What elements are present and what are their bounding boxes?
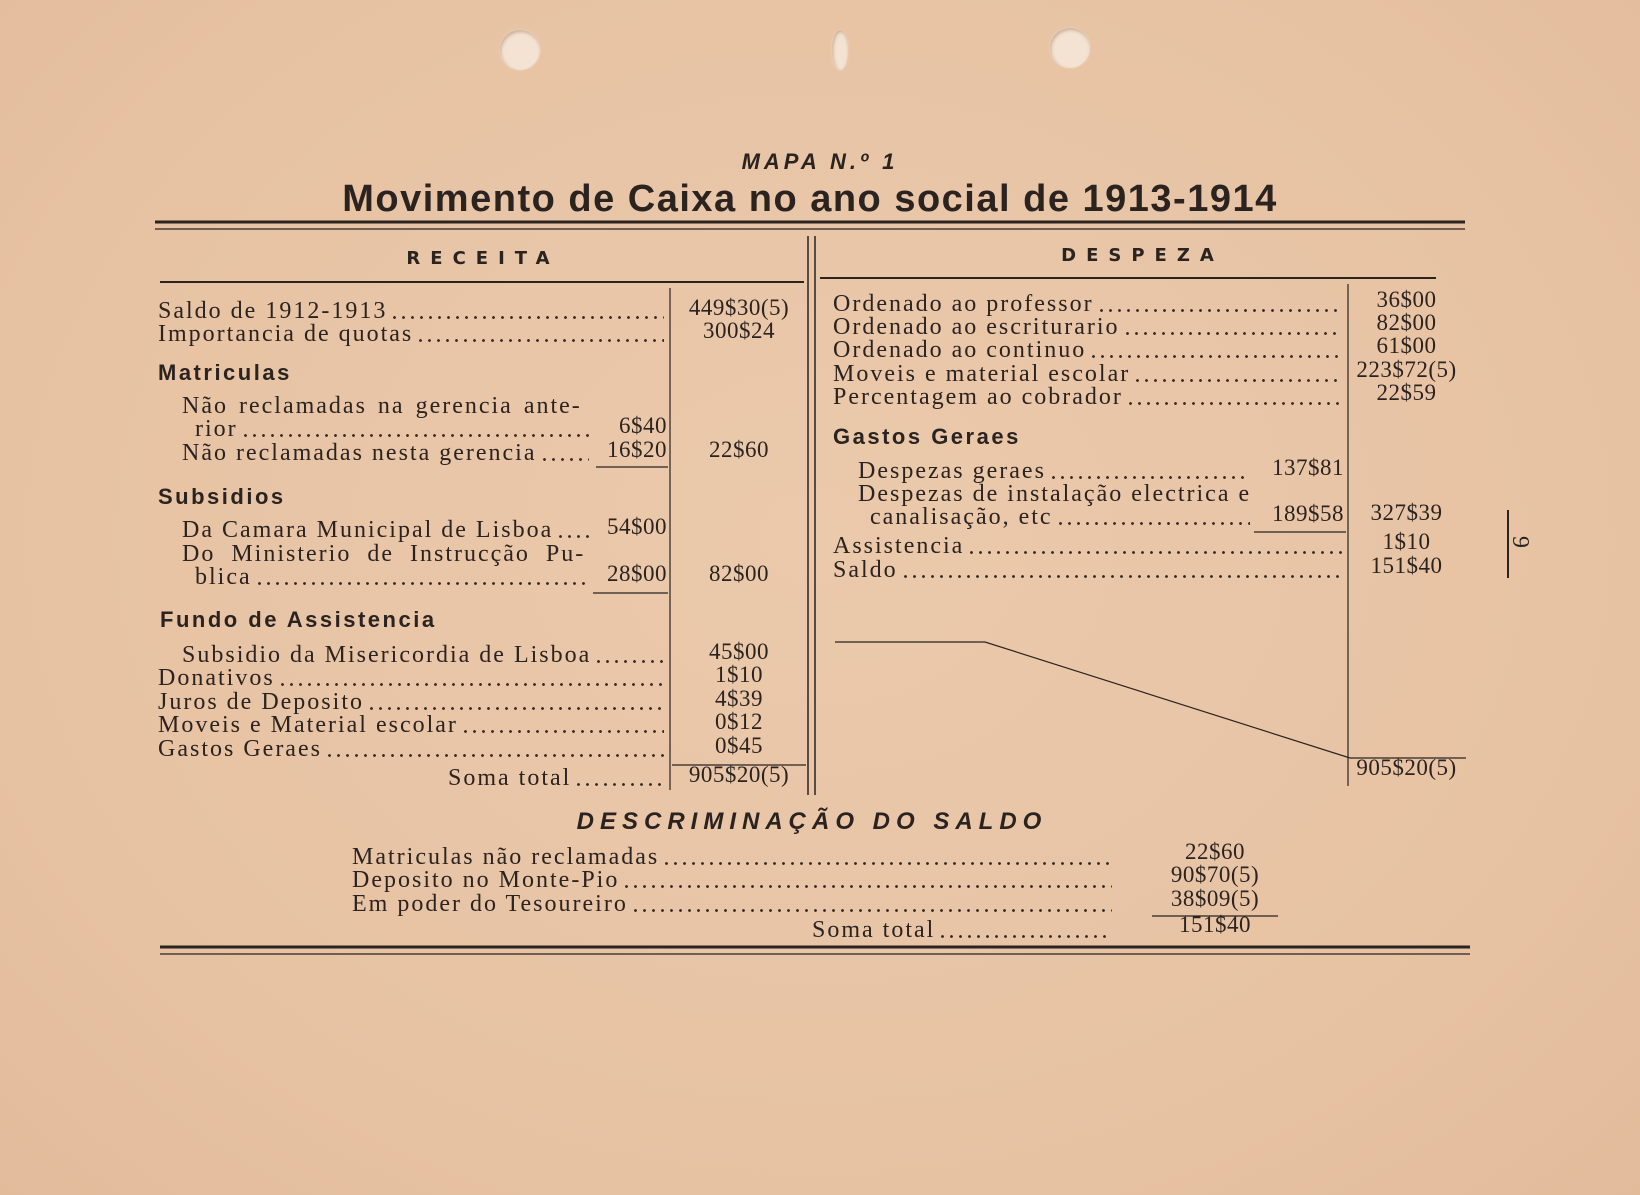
receita-row-matriculas-nesta (182, 437, 808, 466)
section-heading-gastos-geraes: Gastos Geraes (833, 424, 1021, 449)
row-value: 82$00 (709, 561, 769, 586)
dot-leader (970, 551, 1342, 554)
page-number: 9 (1507, 536, 1533, 548)
despeza-row-despezas-geraes (858, 455, 1465, 484)
row-label: Ordenado ao professor (833, 291, 1094, 317)
row-value: 449$30(5) (688, 295, 790, 320)
dot-leader (1126, 332, 1342, 335)
row-value: 327$39 (1370, 500, 1443, 525)
descriminacao-row-matriculas (352, 839, 1278, 870)
despeza-closing-line (835, 642, 1350, 758)
row-label: Donativos (158, 665, 275, 691)
dot-leader (904, 575, 1342, 578)
receita-header: RECEITA (406, 248, 560, 269)
dot-leader (281, 683, 664, 686)
row-label: Despezas geraes (858, 458, 1046, 484)
dot-leader (328, 754, 664, 757)
row-value: 45$00 (709, 639, 769, 664)
despeza-row-saldo (833, 553, 1465, 583)
map-label: MAPA N.º 1 (741, 149, 899, 174)
descriminacao-heading: DESCRIMINAÇÃO DO SALDO (576, 808, 1048, 835)
receita-row-gastos (158, 733, 808, 762)
row-value: 905$20(5) (688, 762, 790, 787)
dot-leader (464, 730, 664, 733)
dot-leader (634, 909, 1112, 912)
receita-row-camara (182, 514, 808, 543)
row-value: 36$00 (1376, 287, 1437, 312)
dot-leader (577, 783, 664, 786)
row-label: Não reclamadas nesta gerencia (182, 440, 537, 466)
row-label: Soma total (448, 765, 572, 791)
dot-leader (1092, 355, 1342, 358)
row-label: blica (195, 564, 252, 590)
row-label: Juros de Deposito (158, 689, 364, 715)
dot-leader (1059, 522, 1250, 525)
row-value: 22$60 (1185, 839, 1245, 864)
row-subvalue: 189$58 (1272, 501, 1344, 526)
dot-leader (1129, 402, 1342, 405)
row-value: 22$60 (709, 437, 769, 462)
row-label: Não reclamadas na gerencia ante- (182, 393, 582, 419)
descriminacao-row-tesoureiro (352, 886, 1278, 917)
dot-leader (258, 582, 589, 585)
row-label: Em poder do Tesoureiro (352, 891, 628, 917)
row-label: Matriculas não reclamadas (352, 844, 660, 870)
row-label: Moveis e Material escolar (158, 712, 458, 738)
row-label: Soma total (812, 917, 936, 943)
row-label: rior (195, 416, 238, 442)
dot-leader (1052, 476, 1250, 479)
row-value: 4$39 (715, 686, 763, 711)
descriminacao-row-soma-total (812, 912, 1278, 943)
row-label: Deposito no Monte-Pio (352, 867, 620, 893)
row-label: Ordenado ao continuo (833, 337, 1087, 363)
row-subvalue: 6$40 (619, 413, 667, 438)
row-label: canalisação, etc (870, 504, 1053, 530)
dot-leader (1136, 379, 1342, 382)
row-value: 223$72(5) (1356, 357, 1457, 382)
row-value: 1$10 (715, 662, 763, 687)
row-label: Gastos Geraes (158, 736, 322, 762)
row-value: 1$10 (1382, 529, 1431, 554)
despeza-soma-total-value: 905$20(5) (1356, 755, 1457, 780)
dot-leader (665, 862, 1112, 865)
row-subvalue: 54$00 (607, 514, 667, 539)
row-value: 300$24 (703, 318, 775, 343)
receita-row-ministerio (195, 561, 808, 590)
row-value: 90$70(5) (1170, 862, 1260, 887)
row-subvalue: 16$20 (607, 437, 667, 462)
dot-leader (393, 316, 664, 319)
despeza-row-percentagem (833, 380, 1465, 410)
row-label: Ordenado ao escriturario (833, 314, 1120, 340)
descriminacao-row-monte-pio (352, 862, 1278, 893)
section-heading-matriculas: Matriculas (158, 360, 292, 385)
despeza-header: DESPEZA (1061, 245, 1224, 266)
row-value: 38$09(5) (1170, 886, 1260, 911)
row-label: Saldo (833, 557, 898, 583)
row-label: Despezas de instalação electrica e (858, 481, 1252, 507)
receita-row-quotas (158, 318, 808, 347)
row-label: Percentagem ao cobrador (833, 384, 1123, 410)
row-label: Da Camara Municipal de Lisboa (182, 517, 554, 543)
section-heading-fundo-assistencia: Fundo de Assistencia (160, 607, 437, 632)
row-label: Assistencia (833, 533, 965, 559)
dot-leader (597, 660, 664, 663)
row-value: 151$40 (1179, 912, 1251, 937)
row-value: 61$00 (1376, 333, 1437, 358)
row-label: Subsidio da Misericordia de Lisboa (182, 642, 592, 668)
dot-leader (1100, 309, 1342, 312)
row-subvalue: 28$00 (607, 561, 667, 586)
receita-row-soma-total (448, 762, 808, 791)
dot-leader (370, 707, 664, 710)
row-value: 22$59 (1376, 380, 1437, 405)
row-label: Importancia de quotas (158, 321, 414, 347)
dot-leader (244, 434, 589, 437)
dot-leader (941, 935, 1112, 938)
row-value: 151$40 (1370, 553, 1443, 578)
despeza-row-instalacao (870, 500, 1465, 530)
page-title: Movimento de Caixa no ano social de 1913-1914 (342, 178, 1278, 220)
row-label: Saldo de 1912-1913 (158, 298, 388, 324)
section-heading-subsidios: Subsidios (158, 484, 286, 509)
row-subvalue: 137$81 (1272, 455, 1344, 480)
row-label: Moveis e material escolar (833, 361, 1131, 387)
dot-leader (625, 885, 1112, 888)
row-value: 0$45 (715, 733, 763, 758)
dot-leader (419, 339, 664, 342)
dot-leader (559, 535, 589, 538)
row-label: Do Ministerio de Instrucção Pu- (182, 541, 586, 567)
row-value: 82$00 (1376, 310, 1437, 335)
dot-leader (543, 458, 590, 461)
row-value: 0$12 (715, 709, 763, 734)
